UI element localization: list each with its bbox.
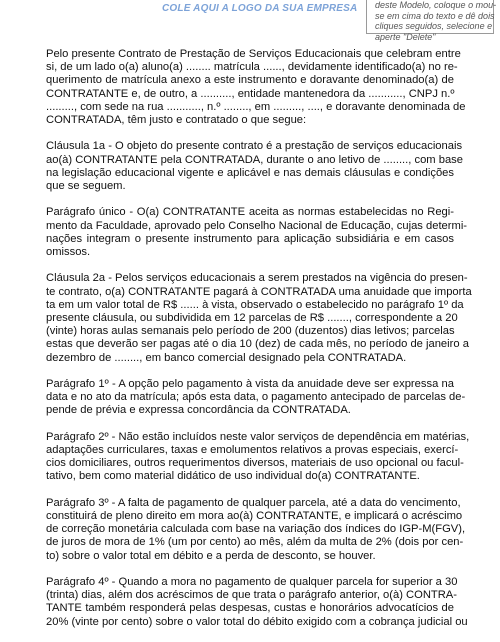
text-line: CONTRATADA, têm justo e contratado o que segue:: [46, 114, 307, 127]
text-line: de correção monetária calculada com base na variação dos índices do IGP-M(FGV),: [46, 523, 466, 536]
text-line: Cláusula 1a - O objeto do presente contrato é a prestação de serviços educacionais: [46, 140, 463, 153]
paragraph-clausula-2a: [46, 272, 472, 364]
contract-body: [46, 48, 472, 642]
text-line: Parágrafo 3º - A falta de pagamento de qualquer parcela, até a data do vencimento,: [46, 496, 461, 509]
text-line: tativo, bem como material didático de uso individual do(a) CONTRATANTE.: [46, 470, 420, 483]
instruction-line: se em cima do texto e dê dois: [375, 10, 495, 21]
text-line: TANTE também responderá pelas despesas, custas e honorários advocatícios de: [46, 602, 454, 615]
text-line: Parágrafo 1º - A opção pelo pagamento à vista da anuidade deve ser expressa na: [46, 378, 454, 391]
instruction-line: deste Modelo, coloque o mou-: [375, 0, 497, 10]
text-line: Parágrafo 4º - Quando a mora no pagamento de qualquer parcela for superior a 30: [46, 576, 458, 589]
text-line: constituirá de pleno direito em mora ao(à) CONTRATANTE, e implicará o acréscimo: [46, 510, 463, 523]
paragraph-paragrafo-2: [46, 430, 470, 484]
text-line: Parágrafo único - O(a) CONTRATANTE aceita as normas estabelecidas no Regi-: [46, 206, 454, 219]
paragraph-clausula-1a: [46, 140, 463, 193]
paragraph-paragrafo-unico: [46, 206, 468, 259]
paragraph-paragrafo-4: [46, 576, 468, 629]
text-line: nações integram o presente instrumento para aplicação subsidiária e em casos: [46, 232, 454, 245]
text-line: (trinta) dias, além dos acréscimos de que trata o parágrafo anterior, o(à) CONTRA-: [46, 589, 457, 602]
text-line: CONTRATANTE e, de outro, a .........., entidade mantenedora da ..........., CNPJ n.º: [46, 87, 455, 100]
paragraph-paragrafo-3: [46, 496, 466, 563]
instruction-note: [366, 0, 497, 42]
text-line: data e no ato da matrícula; após esta data, o pagamento antecipado de parcelas de-: [46, 391, 466, 404]
text-line: Cláusula 2a - Pelos serviços educacionais a serem prestados na vigência do presen-: [46, 272, 468, 285]
logo-placeholder: COLE AQUI A LOGO DA SUA EMPRESA: [162, 3, 358, 14]
text-line: te contrato, o(a) CONTRATANTE pagará à CONTRATADA uma anuidade que importa: [46, 285, 472, 298]
text-line: Parágrafo 2º - Não estão incluídos neste valor serviços de dependência em matérias,: [46, 430, 470, 443]
text-line: ta em um valor total de R$ ...... à vista, observado o estabelecido no parágrafo 1º da: [46, 298, 464, 311]
text-line: cios domiciliares, outros requerimentos diversos, materiais de uso opcional ou facul-: [46, 457, 464, 470]
text-line: estas que deverão ser pagas até o dia 10 (dez) de cada mês, no período de janeiro a: [46, 338, 469, 351]
instruction-line: aperte "Delete": [375, 31, 436, 42]
text-line: de juros de mora de 1% (um por cento) ao mês, além da multa de 2% (dois por cen-: [46, 536, 464, 549]
text-line: (vinte) horas aulas semanais pelo período de 200 (duzentos) dias letivos; parcelas: [46, 325, 455, 338]
text-line: pende de prévia e expressa concordância da CONTRATADA.: [46, 404, 351, 417]
text-line: si, de um lado o(a) aluno(a) ........ matrícula ......, devidamente identificado(a) no re-: [46, 61, 458, 74]
text-line: mento da Faculdade, aprovado pelo Conselho Nacional de Educação, cujas determi-: [46, 219, 468, 232]
text-line: adaptações curriculares, taxas e emolumentos relativos a provas especiais, exercí-: [46, 444, 459, 457]
text-line: querimento de matrícula anexo a este instrumento e doravante denominado(a) de: [46, 74, 454, 87]
text-line: ........., com sede na rua ..........., n.º ........, em ........., ...., e doravante denominada de: [46, 100, 466, 113]
text-line: ao(à) CONTRATANTE pela CONTRATADA, durante o ano letivo de ........, com base: [46, 153, 463, 166]
text-line: Pelo presente Contrato de Prestação de Serviços Educacionais que celebram entre: [46, 48, 461, 60]
instruction-line: cliques seguidos, selecione e: [375, 21, 493, 31]
paragraph-preamble: [46, 48, 466, 127]
text-line: omissos.: [46, 246, 91, 259]
text-line: to) sobre o valor total em débito e a perda de desconto, se houver.: [46, 549, 376, 562]
text-line: na legislação educacional vigente e aplicável e nas demais cláusulas e condições: [46, 166, 454, 179]
text-line: dezembro de ........, em banco comercial designado pela CONTRATADA.: [46, 351, 407, 364]
text-line: presente cláusula, ou subdividida em 12 parcelas de R$ ......., correspondente a 20: [46, 312, 458, 325]
text-line: 20% (vinte por cento) sobre o valor total do débito exigido com a cobrança judicial ou: [46, 615, 468, 628]
paragraph-paragrafo-1: [46, 378, 466, 418]
text-line: que se seguem.: [46, 180, 126, 193]
